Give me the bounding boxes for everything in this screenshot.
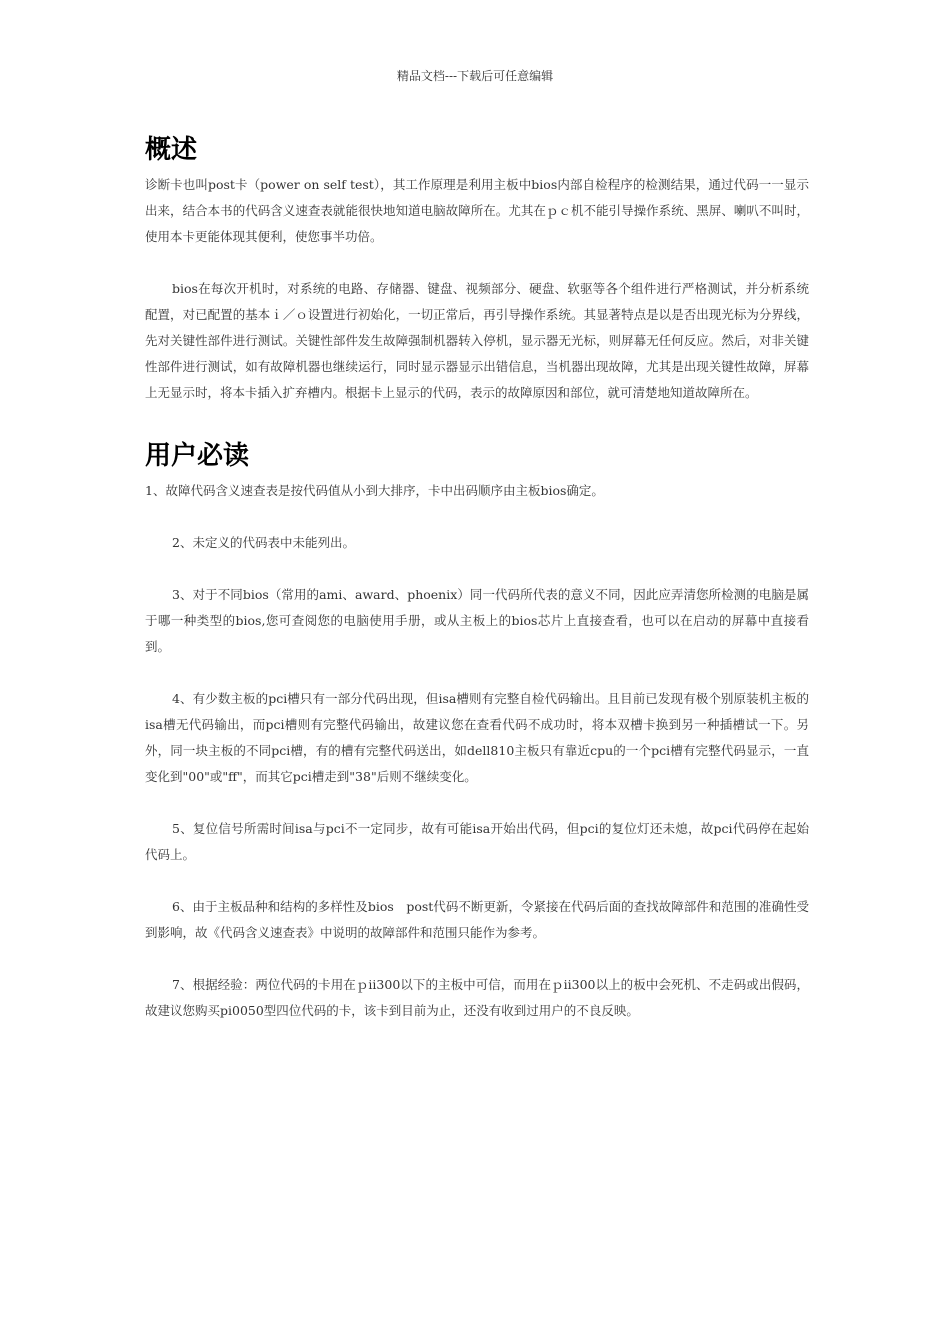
note-item-2: 2、未定义的代码表中未能列出。 [172,535,355,550]
note-item-5: 5、复位信号所需时间isa与pci不一定同步，故有可能isa开始出代码，但pci的复位灯还未熄，故pci代码停在起始代码上。 [145,821,809,862]
note-item-3: 3、对于不同bios（常用的ami、award、phoenix）同一代码所代表的意义不同，因此应弄清您所检测的电脑是属于哪一种类型的bios,您可查阅您的电脑使用手册，或从主板上的bios芯片上直接查看，也可以在启动的屏幕中直接看到。 [145,587,809,654]
overview-paragraph-1: 诊断卡也叫post卡（power on self test），其工作原理是利用主板中bios内部自检程序的检测结果，通过代码一一显示出来，结合本书的代码含义速查表就能很快地知道电脑故障所在。尤其在ｐｃ机不能引导操作系统、黑屏、喇叭不叫时，使用本卡更能体现其便利，使您事半功倍。 [145,177,809,244]
section-title-user-notes: 用户必读 [145,441,250,471]
note-item-7: 7、根据经验：两位代码的卡用在ｐⅱ300以下的主板中可信，而用在ｐⅱ300以上的板中会死机、不走码或出假码，故建议您购买pi0050型四位代码的卡，该卡到目前为止，还没有收到过用户的不良反映。 [145,977,809,1018]
overview-paragraph-2: bios在每次开机时，对系统的电路、存储器、键盘、视频部分、硬盘、软驱等各个组件进行严格测试，并分析系统配置，对已配置的基本ｉ／ｏ设置进行初始化，一切正常后，再引导操作系统。其显著特点是以是否出现光标为分界线，先对关键性部件进行测试。关键性部件发生故障强制机器转入停机，显示器无光标，则屏幕无任何反应。然后，对非关键性部件进行测试，如有故障机器也继续运行，同时显示器显示出错信息，当机器出现故障，尤其是出现关键性故障，屏幕上无显示时，将本卡插入扩弃槽内。根据卡上显示的代码，表示的故障原因和部位，就可清楚地知道故障所在。 [145,281,809,400]
note-item-4: 4、有少数主板的pci槽只有一部分代码出现，但isa槽则有完整自检代码输出。且目前已发现有极个别原装机主板的isa槽无代码输出，而pci槽则有完整代码输出，故建议您在查看代码不成功时，将本双槽卡换到另一种插槽试一下。另外，同一块主板的不同pci槽，有的槽有完整代码送出，如dell810主板只有靠近cpu的一个pci槽有完整代码显示，一直变化到"00"或"ff"，而其它pci槽走到"38"后则不继续变化。 [145,691,809,784]
note-item-6: 6、由于主板品种和结构的多样性及bios post代码不断更新，令紧接在代码后面的查找故障部件和范围的准确性受到影响，故《代码含义速查表》中说明的故障部件和范围只能作为参考。 [145,899,809,940]
page-header: 精品文档---下载后可任意编辑 [396,69,554,83]
document-body [145,128,809,1024]
section-title-overview: 概述 [145,135,198,165]
note-item-1: 1、故障代码含义速查表是按代码值从小到大排序，卡中出码顺序由主板bios确定。 [145,483,604,498]
